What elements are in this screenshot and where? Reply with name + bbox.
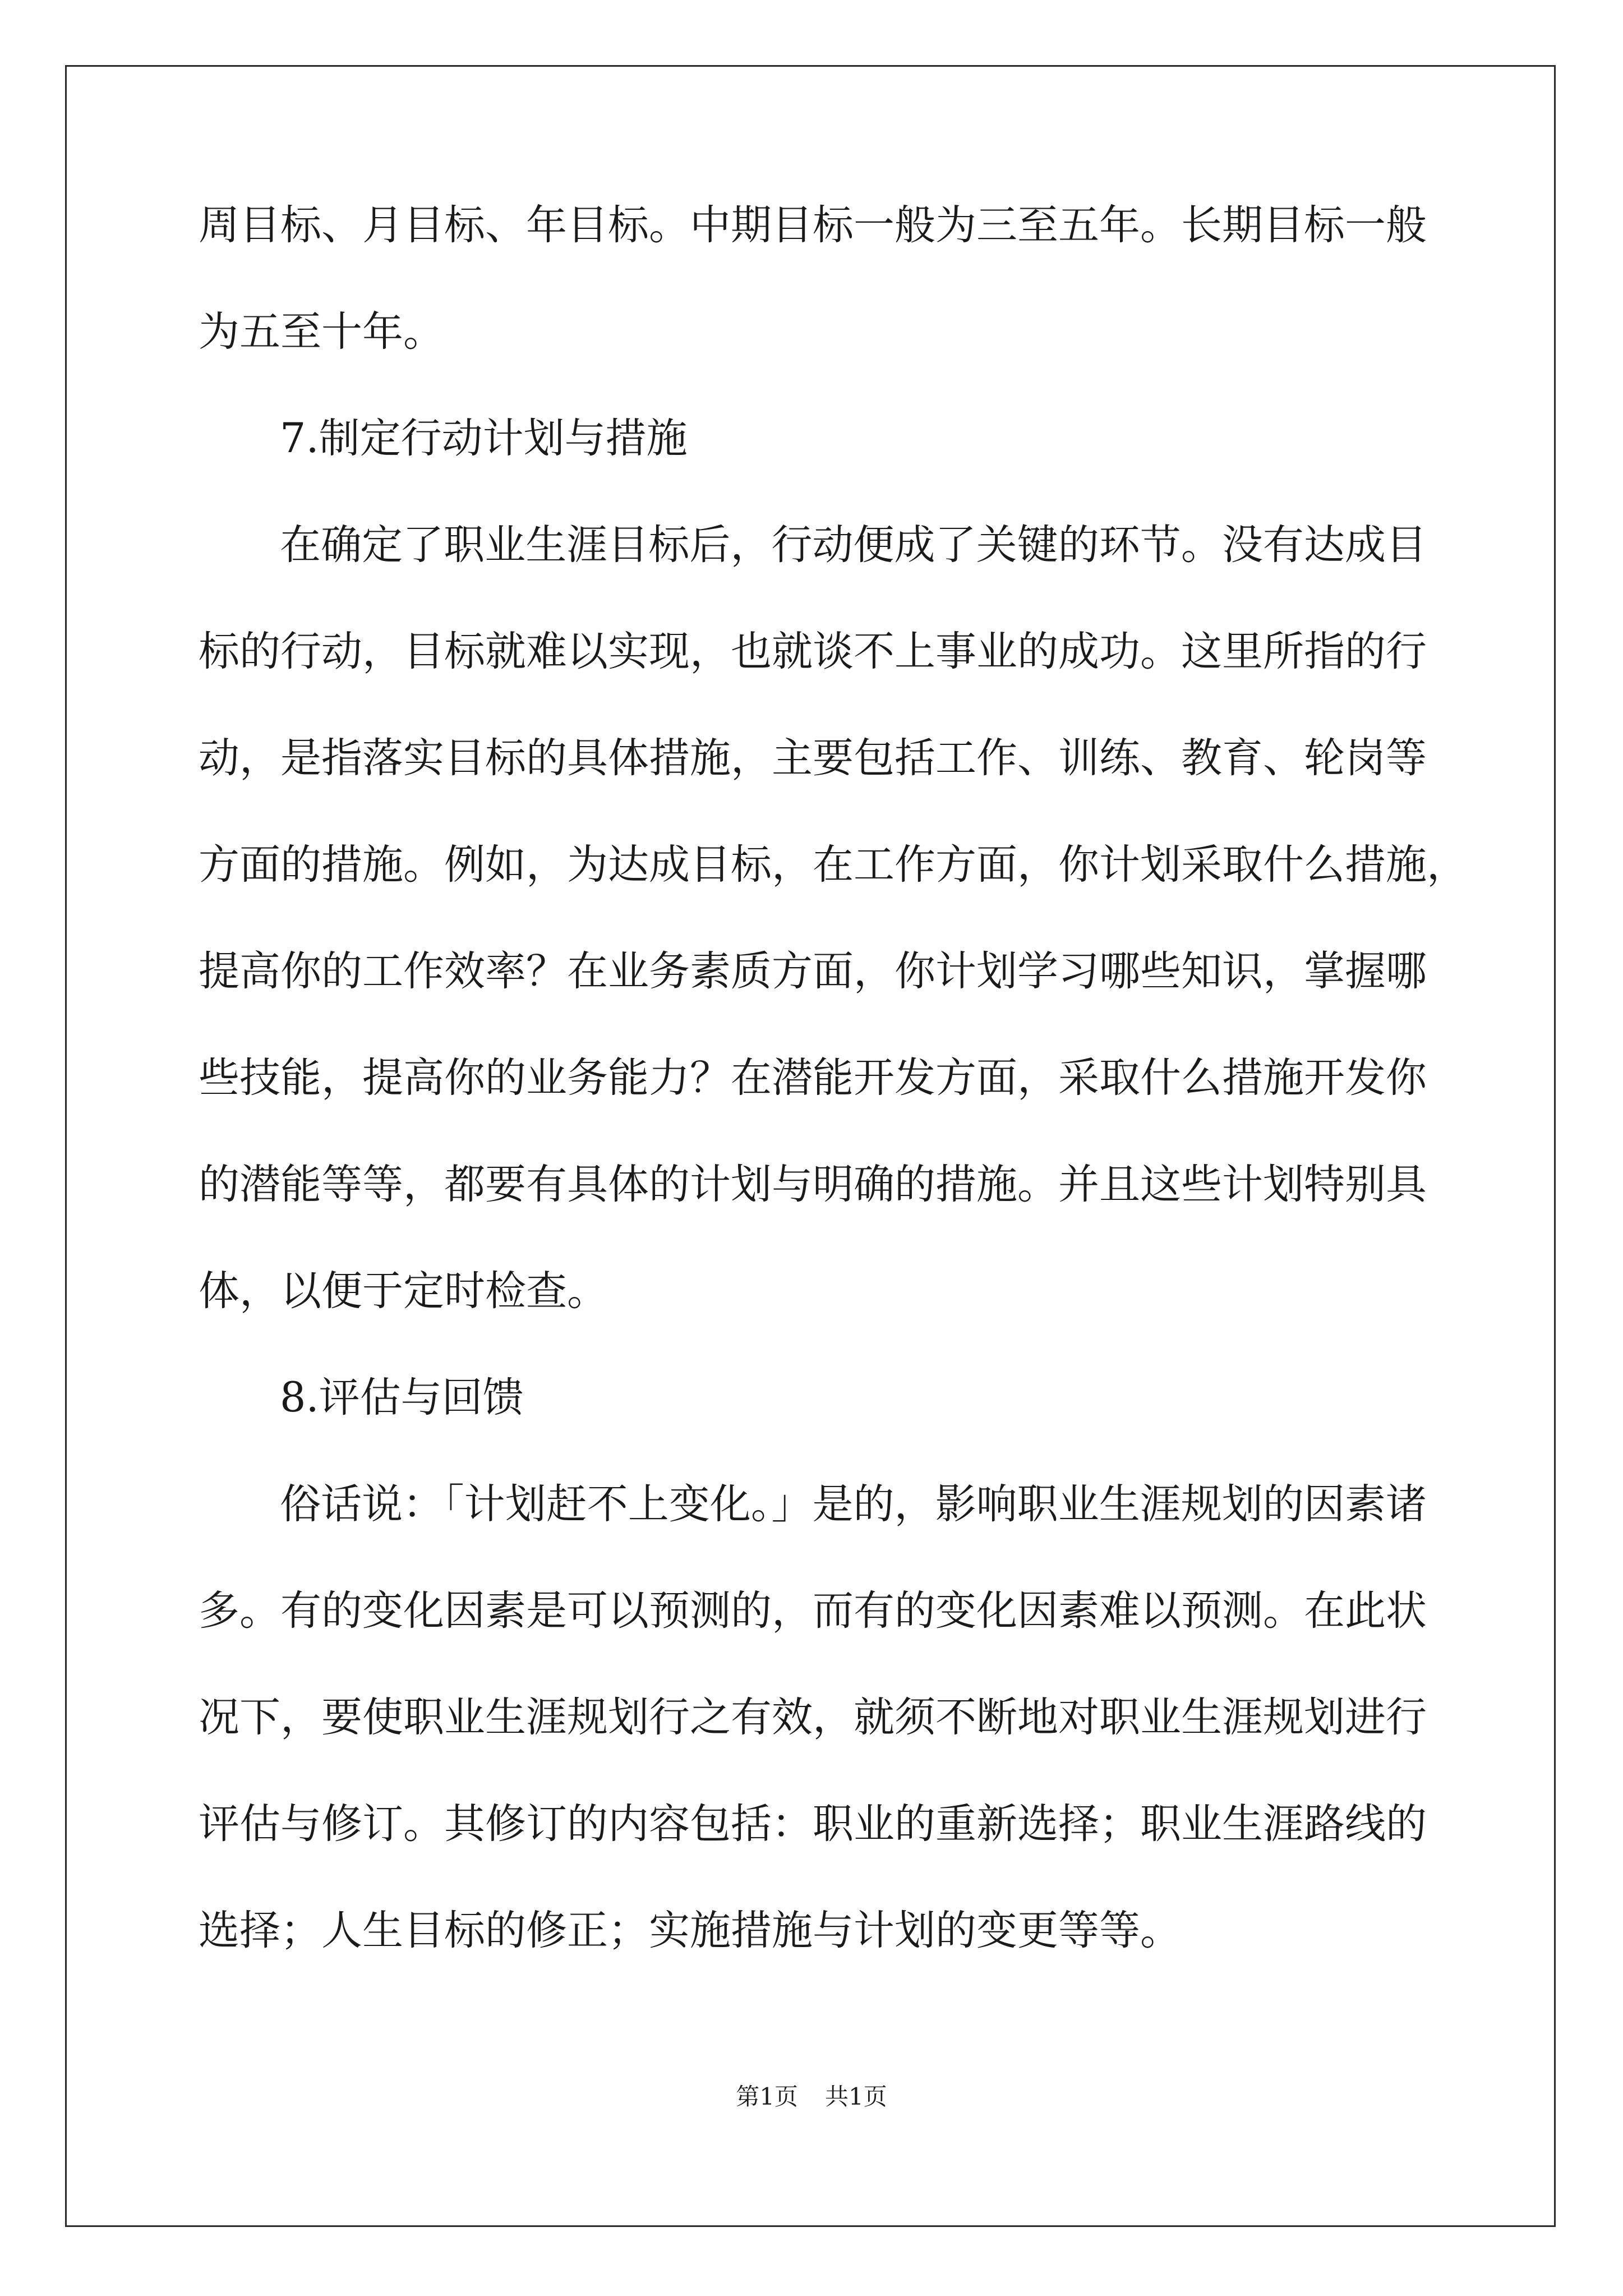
text-line: 动，是指落实目标的具体措施，主要包括工作、训练、教育、轮岗等 [199, 734, 1427, 782]
text-line: 8.评估与回馈 [280, 1374, 524, 1421]
text-line: 周目标、月目标、年目标。中期目标一般为三至五年。长期目标一般 [199, 201, 1427, 249]
page-footer [0, 2083, 1623, 2110]
page-total: 共1页 [825, 2083, 887, 2110]
text-line: 为五至十年。 [199, 308, 444, 356]
document-body [199, 201, 1468, 2017]
text-line: 标的行动，目标就难以实现，也就谈不上事业的成功。这里所指的行 [199, 628, 1427, 675]
text-line: 况下，要使职业生涯规划行之有效，就须不断地对职业生涯规划进行 [199, 1694, 1427, 1741]
text-line: 选择；人生目标的修正；实施措施与计划的变更等等。 [199, 1907, 1181, 1954]
page-number: 第1页 [736, 2083, 798, 2110]
text-line: 体，以便于定时检查。 [199, 1267, 608, 1315]
text-line: 评估与修订。其修订的内容包括：职业的重新选择；职业生涯路线的 [199, 1800, 1427, 1848]
text-line: 提高你的工作效率？在业务素质方面，你计划学习哪些知识，掌握哪 [199, 947, 1427, 995]
text-line: 7.制定行动计划与措施 [280, 415, 688, 462]
text-line: 的潜能等等，都要有具体的计划与明确的措施。并且这些计划特别具 [199, 1161, 1427, 1208]
text-line: 些技能，提高你的业务能力？在潜能开发方面，采取什么措施开发你 [199, 1054, 1427, 1102]
text-line: 方面的措施。例如，为达成目标，在工作方面，你计划采取什么措施， [199, 841, 1468, 889]
text-line: 在确定了职业生涯目标后，行动便成了关键的环节。没有达成目 [280, 521, 1427, 569]
text-line: 俗话说：「计划赶不上变化。」是的，影响职业生涯规划的因素诸 [280, 1480, 1427, 1528]
text-line: 多。有的变化因素是可以预测的，而有的变化因素难以预测。在此状 [199, 1587, 1427, 1635]
